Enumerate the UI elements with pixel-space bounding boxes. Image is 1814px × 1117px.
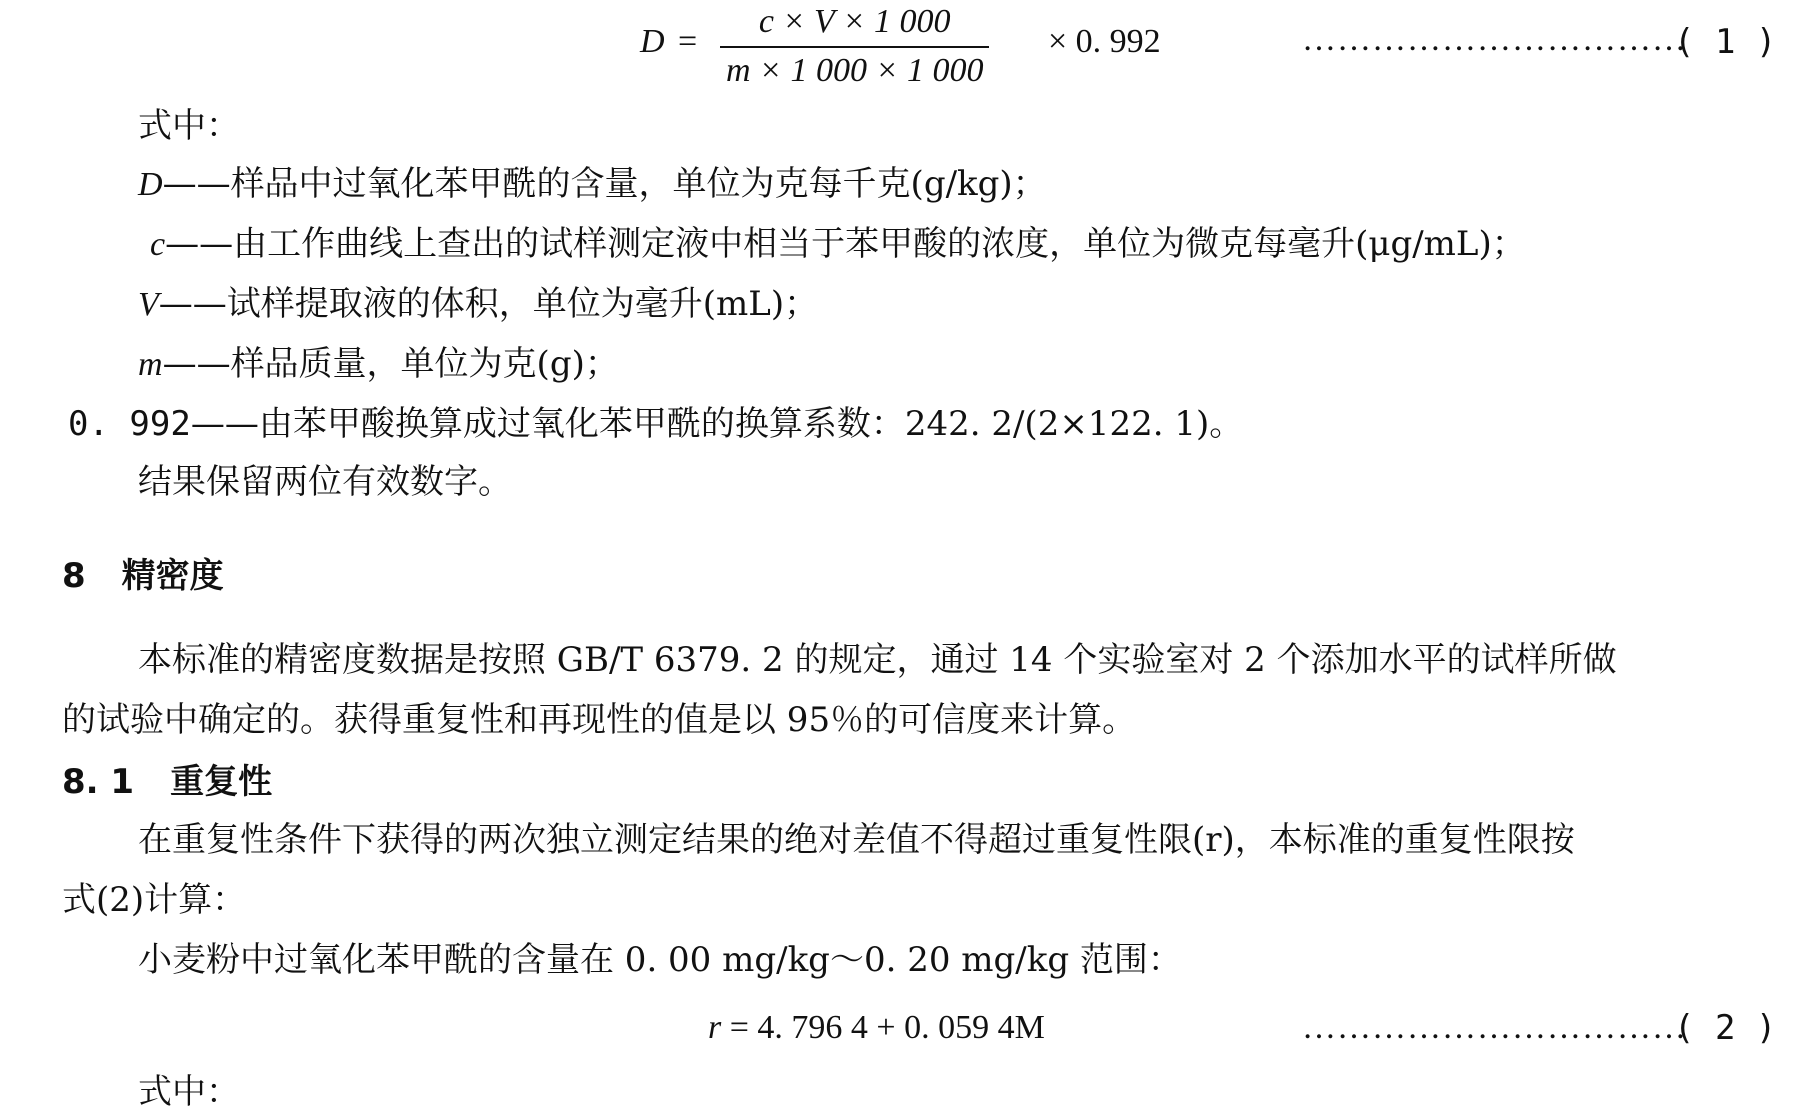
- where-heading: 式中：: [138, 106, 240, 146]
- formula-1-leader: ……………………………: [1302, 21, 1687, 58]
- where-description: 由苯甲酸换算成过氧化苯甲酰的换算系数：242. 2/(2×122. 1)。: [258, 404, 1244, 444]
- formula-2-lhs: r: [708, 1009, 722, 1046]
- section-8-paragraph-line-2: 的试验中确定的。获得重复性和再现性的值是以 95％的可信度来计算。: [62, 700, 1137, 740]
- where-symbol: m: [138, 346, 163, 383]
- where-description: 样品质量，单位为克(g)；: [230, 344, 619, 384]
- where-item-d: [138, 164, 1047, 206]
- formula-1-number: ( 1 ): [1674, 22, 1777, 62]
- formula-2-expression: = 4. 796 4 + 0. 059 4M: [729, 1009, 1045, 1046]
- where-description: 由工作曲线上查出的试样测定液中相当于苯甲酸的浓度，单位为微克每毫升(μg/mL)；: [233, 224, 1526, 264]
- section-8-paragraph-line-1: 本标准的精密度数据是按照 GB/T 6379. 2 的规定，通过 14 个实验室对 2 个添加水平的试样所做: [138, 640, 1617, 680]
- where-symbol: c: [150, 226, 166, 263]
- where-description: 试样提取液的体积，单位为毫升(mL)；: [226, 284, 819, 324]
- section-8-1-range: 小麦粉中过氧化苯甲酰的含量在 0. 00 mg/kg～0. 20 mg/kg 范围：: [138, 940, 1182, 980]
- formula-1: [640, 0, 1200, 92]
- formula-2: [708, 1008, 1045, 1049]
- section-number: 8. 1: [62, 762, 135, 802]
- where-dash: ——: [190, 404, 259, 444]
- formula-2-number: ( 2 ): [1674, 1008, 1777, 1048]
- formula-1-denominator: m × 1 000 × 1 000: [726, 51, 984, 89]
- where-heading-2: 式中：: [138, 1072, 240, 1112]
- where-dash: ——: [158, 284, 227, 324]
- where-symbol: 0. 992: [68, 404, 191, 444]
- section-number: 8: [62, 556, 86, 596]
- section-8-heading: [62, 556, 224, 597]
- where-dash: ——: [165, 224, 234, 264]
- where-symbol: V: [138, 286, 159, 323]
- where-dash: ——: [162, 344, 231, 384]
- formula-1-equals: =: [678, 23, 698, 60]
- where-description: 样品中过氧化苯甲酰的含量，单位为克每千克(g/kg)；: [230, 164, 1047, 204]
- where-item-c: [150, 224, 1526, 266]
- formula-1-numerator: c × V × 1 000: [758, 3, 951, 40]
- fraction-bar: [720, 46, 989, 48]
- formula-1-lhs: D: [640, 23, 665, 60]
- formula-2-leader: ……………………………: [1302, 1009, 1687, 1046]
- formula-1-fraction: [720, 2, 989, 92]
- where-item-m: [138, 344, 619, 386]
- where-item-v: [138, 284, 818, 326]
- section-8-1-heading: [62, 762, 272, 803]
- formula-1-multiplier: × 0. 992: [1048, 23, 1161, 60]
- section-8-1-paragraph-line-1: 在重复性条件下获得的两次独立测定结果的绝对差值不得超过重复性限(r)，本标准的重复性限按: [138, 820, 1575, 860]
- result-note: 结果保留两位有效数字。: [138, 462, 512, 502]
- section-8-1-paragraph-line-2: 式(2)计算：: [62, 880, 247, 920]
- where-item-factor: [68, 404, 1243, 445]
- where-symbol: D: [138, 166, 163, 203]
- where-dash: ——: [162, 164, 231, 204]
- section-title: 精密度: [121, 556, 224, 596]
- section-title: 重复性: [170, 762, 273, 802]
